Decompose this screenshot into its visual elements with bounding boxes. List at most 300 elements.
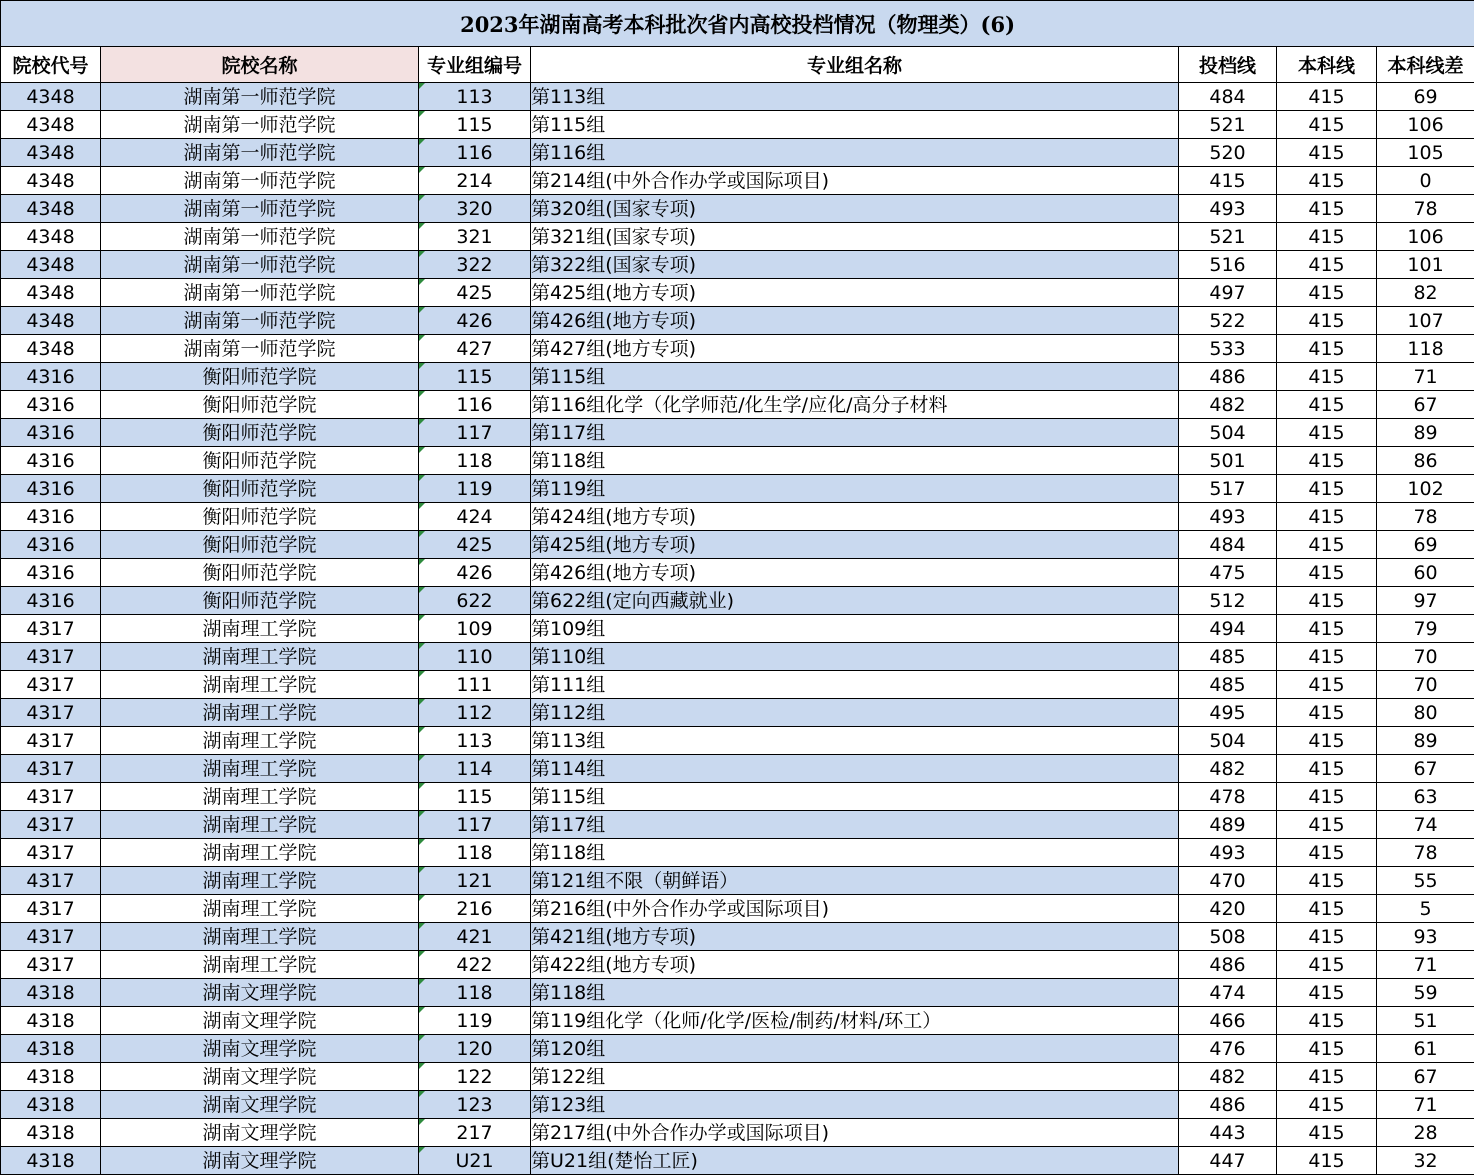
table-row xyxy=(1,475,1474,503)
group-name-cell: 第115组 xyxy=(531,111,1179,139)
line-diff-cell: 67 xyxy=(1377,391,1474,419)
school-code-cell: 4317 xyxy=(1,671,101,699)
group-name-cell: 第216组(中外合作办学或国际项目) xyxy=(531,895,1179,923)
undergrad-line-cell: 415 xyxy=(1277,279,1377,307)
undergrad-line-cell: 415 xyxy=(1277,643,1377,671)
table-row xyxy=(1,1035,1474,1063)
group-id-cell: 119 xyxy=(419,1007,531,1035)
school-code-cell: 4317 xyxy=(1,783,101,811)
table-title: 2023年湖南高考本科批次省内高校投档情况（物理类）(6) xyxy=(1,1,1474,47)
header-line-diff: 本科线差 xyxy=(1377,47,1474,83)
school-name-cell: 衡阳师范学院 xyxy=(101,531,419,559)
line-diff-cell: 78 xyxy=(1377,195,1474,223)
header-row xyxy=(1,47,1474,83)
group-name-cell: 第123组 xyxy=(531,1091,1179,1119)
school-code-cell: 4316 xyxy=(1,559,101,587)
school-name-cell: 湖南第一师范学院 xyxy=(101,83,419,111)
group-id-cell: U21 xyxy=(419,1147,531,1175)
group-name-cell: 第113组 xyxy=(531,727,1179,755)
admission-line-cell: 522 xyxy=(1179,307,1277,335)
undergrad-line-cell: 415 xyxy=(1277,335,1377,363)
header-school-code: 院校代号 xyxy=(1,47,101,83)
admission-line-cell: 466 xyxy=(1179,1007,1277,1035)
school-name-cell: 湖南理工学院 xyxy=(101,727,419,755)
admission-line-cell: 447 xyxy=(1179,1147,1277,1175)
line-diff-cell: 67 xyxy=(1377,755,1474,783)
group-id-cell: 421 xyxy=(419,923,531,951)
group-name-cell: 第116组 xyxy=(531,139,1179,167)
school-name-cell: 湖南理工学院 xyxy=(101,643,419,671)
group-id-cell: 116 xyxy=(419,391,531,419)
admission-line-cell: 520 xyxy=(1179,139,1277,167)
group-name-cell: 第427组(地方专项) xyxy=(531,335,1179,363)
group-id-cell: 622 xyxy=(419,587,531,615)
group-id-cell: 216 xyxy=(419,895,531,923)
line-diff-cell: 93 xyxy=(1377,923,1474,951)
group-name-cell: 第111组 xyxy=(531,671,1179,699)
school-code-cell: 4317 xyxy=(1,811,101,839)
group-name-cell: 第426组(地方专项) xyxy=(531,307,1179,335)
school-name-cell: 湖南第一师范学院 xyxy=(101,307,419,335)
group-name-cell: 第322组(国家专项) xyxy=(531,251,1179,279)
group-name-cell: 第119组 xyxy=(531,475,1179,503)
group-name-cell: 第622组(定向西藏就业) xyxy=(531,587,1179,615)
group-id-cell: 425 xyxy=(419,531,531,559)
school-name-cell: 衡阳师范学院 xyxy=(101,587,419,615)
school-code-cell: 4318 xyxy=(1,979,101,1007)
table-row xyxy=(1,951,1474,979)
line-diff-cell: 28 xyxy=(1377,1119,1474,1147)
table-row xyxy=(1,979,1474,1007)
line-diff-cell: 59 xyxy=(1377,979,1474,1007)
table-row xyxy=(1,279,1474,307)
school-name-cell: 湖南文理学院 xyxy=(101,1063,419,1091)
school-code-cell: 4348 xyxy=(1,167,101,195)
table-row xyxy=(1,139,1474,167)
group-id-cell: 115 xyxy=(419,783,531,811)
school-code-cell: 4316 xyxy=(1,475,101,503)
table-row xyxy=(1,503,1474,531)
table-row xyxy=(1,391,1474,419)
school-code-cell: 4318 xyxy=(1,1035,101,1063)
group-id-cell: 117 xyxy=(419,419,531,447)
group-id-cell: 120 xyxy=(419,1035,531,1063)
table-row xyxy=(1,307,1474,335)
school-name-cell: 湖南理工学院 xyxy=(101,699,419,727)
group-name-cell: 第118组 xyxy=(531,447,1179,475)
school-name-cell: 湖南理工学院 xyxy=(101,811,419,839)
admission-line-cell: 494 xyxy=(1179,615,1277,643)
group-id-cell: 113 xyxy=(419,83,531,111)
group-name-cell: 第112组 xyxy=(531,699,1179,727)
group-id-cell: 425 xyxy=(419,279,531,307)
admission-line-cell: 501 xyxy=(1179,447,1277,475)
school-name-cell: 湖南理工学院 xyxy=(101,867,419,895)
undergrad-line-cell: 415 xyxy=(1277,475,1377,503)
group-name-cell: 第113组 xyxy=(531,83,1179,111)
school-code-cell: 4318 xyxy=(1,1007,101,1035)
school-name-cell: 湖南文理学院 xyxy=(101,1119,419,1147)
admission-line-cell: 486 xyxy=(1179,1091,1277,1119)
admission-line-cell: 517 xyxy=(1179,475,1277,503)
line-diff-cell: 71 xyxy=(1377,951,1474,979)
admission-line-cell: 516 xyxy=(1179,251,1277,279)
school-code-cell: 4316 xyxy=(1,531,101,559)
school-name-cell: 湖南第一师范学院 xyxy=(101,139,419,167)
table-row xyxy=(1,923,1474,951)
school-code-cell: 4317 xyxy=(1,727,101,755)
school-code-cell: 4316 xyxy=(1,503,101,531)
line-diff-cell: 51 xyxy=(1377,1007,1474,1035)
group-id-cell: 111 xyxy=(419,671,531,699)
group-id-cell: 116 xyxy=(419,139,531,167)
school-name-cell: 湖南第一师范学院 xyxy=(101,167,419,195)
group-id-cell: 109 xyxy=(419,615,531,643)
undergrad-line-cell: 415 xyxy=(1277,1035,1377,1063)
line-diff-cell: 86 xyxy=(1377,447,1474,475)
admission-line-cell: 475 xyxy=(1179,559,1277,587)
group-id-cell: 119 xyxy=(419,475,531,503)
school-name-cell: 湖南理工学院 xyxy=(101,923,419,951)
admission-line-cell: 485 xyxy=(1179,671,1277,699)
school-name-cell: 湖南文理学院 xyxy=(101,979,419,1007)
line-diff-cell: 89 xyxy=(1377,419,1474,447)
table-row xyxy=(1,895,1474,923)
group-name-cell: 第217组(中外合作办学或国际项目) xyxy=(531,1119,1179,1147)
table-row xyxy=(1,559,1474,587)
school-code-cell: 4318 xyxy=(1,1119,101,1147)
school-name-cell: 湖南第一师范学院 xyxy=(101,195,419,223)
group-name-cell: 第118组 xyxy=(531,839,1179,867)
group-id-cell: 110 xyxy=(419,643,531,671)
header-group-id: 专业组编号 xyxy=(419,47,531,83)
undergrad-line-cell: 415 xyxy=(1277,83,1377,111)
undergrad-line-cell: 415 xyxy=(1277,1063,1377,1091)
group-name-cell: 第320组(国家专项) xyxy=(531,195,1179,223)
table-row xyxy=(1,755,1474,783)
school-name-cell: 衡阳师范学院 xyxy=(101,503,419,531)
admission-line-cell: 489 xyxy=(1179,811,1277,839)
line-diff-cell: 71 xyxy=(1377,363,1474,391)
school-code-cell: 4348 xyxy=(1,111,101,139)
school-code-cell: 4348 xyxy=(1,223,101,251)
line-diff-cell: 70 xyxy=(1377,671,1474,699)
admission-line-cell: 495 xyxy=(1179,699,1277,727)
line-diff-cell: 69 xyxy=(1377,531,1474,559)
table-row xyxy=(1,363,1474,391)
school-name-cell: 湖南理工学院 xyxy=(101,951,419,979)
group-name-cell: 第120组 xyxy=(531,1035,1179,1063)
header-undergrad-line: 本科线 xyxy=(1277,47,1377,83)
school-name-cell: 衡阳师范学院 xyxy=(101,419,419,447)
school-code-cell: 4348 xyxy=(1,335,101,363)
group-name-cell: 第115组 xyxy=(531,363,1179,391)
table-row xyxy=(1,587,1474,615)
school-name-cell: 湖南第一师范学院 xyxy=(101,251,419,279)
group-name-cell: 第122组 xyxy=(531,1063,1179,1091)
group-id-cell: 118 xyxy=(419,979,531,1007)
header-group-name: 专业组名称 xyxy=(531,47,1179,83)
table-row xyxy=(1,195,1474,223)
line-diff-cell: 97 xyxy=(1377,587,1474,615)
undergrad-line-cell: 415 xyxy=(1277,1119,1377,1147)
table-row xyxy=(1,335,1474,363)
school-name-cell: 衡阳师范学院 xyxy=(101,475,419,503)
admission-line-cell: 474 xyxy=(1179,979,1277,1007)
group-id-cell: 112 xyxy=(419,699,531,727)
school-code-cell: 4316 xyxy=(1,419,101,447)
undergrad-line-cell: 415 xyxy=(1277,251,1377,279)
school-code-cell: 4316 xyxy=(1,447,101,475)
school-code-cell: 4317 xyxy=(1,895,101,923)
line-diff-cell: 80 xyxy=(1377,699,1474,727)
line-diff-cell: 5 xyxy=(1377,895,1474,923)
group-id-cell: 320 xyxy=(419,195,531,223)
undergrad-line-cell: 415 xyxy=(1277,559,1377,587)
group-id-cell: 217 xyxy=(419,1119,531,1147)
undergrad-line-cell: 415 xyxy=(1277,223,1377,251)
line-diff-cell: 61 xyxy=(1377,1035,1474,1063)
table-row xyxy=(1,223,1474,251)
line-diff-cell: 106 xyxy=(1377,111,1474,139)
undergrad-line-cell: 415 xyxy=(1277,419,1377,447)
school-code-cell: 4317 xyxy=(1,699,101,727)
table-row xyxy=(1,671,1474,699)
group-name-cell: 第115组 xyxy=(531,783,1179,811)
admission-line-cell: 504 xyxy=(1179,419,1277,447)
undergrad-line-cell: 415 xyxy=(1277,671,1377,699)
table-row xyxy=(1,1007,1474,1035)
admission-line-cell: 482 xyxy=(1179,391,1277,419)
group-name-cell: 第421组(地方专项) xyxy=(531,923,1179,951)
school-name-cell: 湖南理工学院 xyxy=(101,755,419,783)
table-row xyxy=(1,699,1474,727)
line-diff-cell: 74 xyxy=(1377,811,1474,839)
school-name-cell: 湖南理工学院 xyxy=(101,895,419,923)
group-id-cell: 426 xyxy=(419,307,531,335)
line-diff-cell: 105 xyxy=(1377,139,1474,167)
line-diff-cell: 78 xyxy=(1377,839,1474,867)
undergrad-line-cell: 415 xyxy=(1277,1007,1377,1035)
table-row xyxy=(1,419,1474,447)
school-name-cell: 衡阳师范学院 xyxy=(101,391,419,419)
admission-line-cell: 493 xyxy=(1179,195,1277,223)
table-row xyxy=(1,531,1474,559)
group-id-cell: 321 xyxy=(419,223,531,251)
table-row xyxy=(1,783,1474,811)
undergrad-line-cell: 415 xyxy=(1277,363,1377,391)
group-id-cell: 115 xyxy=(419,363,531,391)
undergrad-line-cell: 415 xyxy=(1277,867,1377,895)
admission-line-cell: 512 xyxy=(1179,587,1277,615)
table-row xyxy=(1,615,1474,643)
school-code-cell: 4348 xyxy=(1,307,101,335)
school-name-cell: 衡阳师范学院 xyxy=(101,447,419,475)
undergrad-line-cell: 415 xyxy=(1277,447,1377,475)
school-code-cell: 4316 xyxy=(1,363,101,391)
school-name-cell: 湖南理工学院 xyxy=(101,839,419,867)
school-code-cell: 4316 xyxy=(1,391,101,419)
admission-line-cell: 497 xyxy=(1179,279,1277,307)
group-id-cell: 214 xyxy=(419,167,531,195)
table-row xyxy=(1,1063,1474,1091)
header-school-name: 院校名称 xyxy=(101,47,419,83)
table-row xyxy=(1,1119,1474,1147)
group-name-cell: 第110组 xyxy=(531,643,1179,671)
group-id-cell: 322 xyxy=(419,251,531,279)
line-diff-cell: 79 xyxy=(1377,615,1474,643)
school-code-cell: 4317 xyxy=(1,867,101,895)
line-diff-cell: 118 xyxy=(1377,335,1474,363)
table-row xyxy=(1,727,1474,755)
admission-line-cell: 470 xyxy=(1179,867,1277,895)
school-code-cell: 4348 xyxy=(1,83,101,111)
admission-line-cell: 521 xyxy=(1179,111,1277,139)
line-diff-cell: 69 xyxy=(1377,83,1474,111)
line-diff-cell: 63 xyxy=(1377,783,1474,811)
group-name-cell: 第422组(地方专项) xyxy=(531,951,1179,979)
title-row xyxy=(1,1,1474,47)
line-diff-cell: 0 xyxy=(1377,167,1474,195)
undergrad-line-cell: 415 xyxy=(1277,391,1377,419)
admission-line-cell: 484 xyxy=(1179,83,1277,111)
school-name-cell: 湖南文理学院 xyxy=(101,1147,419,1175)
school-name-cell: 湖南第一师范学院 xyxy=(101,223,419,251)
school-name-cell: 衡阳师范学院 xyxy=(101,559,419,587)
group-id-cell: 427 xyxy=(419,335,531,363)
undergrad-line-cell: 415 xyxy=(1277,531,1377,559)
school-name-cell: 湖南理工学院 xyxy=(101,671,419,699)
school-name-cell: 湖南理工学院 xyxy=(101,615,419,643)
undergrad-line-cell: 415 xyxy=(1277,1147,1377,1175)
group-id-cell: 122 xyxy=(419,1063,531,1091)
school-code-cell: 4317 xyxy=(1,951,101,979)
table-row xyxy=(1,111,1474,139)
school-name-cell: 湖南第一师范学院 xyxy=(101,279,419,307)
school-code-cell: 4318 xyxy=(1,1091,101,1119)
school-name-cell: 湖南文理学院 xyxy=(101,1035,419,1063)
table-row xyxy=(1,643,1474,671)
group-name-cell: 第117组 xyxy=(531,419,1179,447)
table-row xyxy=(1,867,1474,895)
school-code-cell: 4316 xyxy=(1,587,101,615)
group-name-cell: 第321组(国家专项) xyxy=(531,223,1179,251)
undergrad-line-cell: 415 xyxy=(1277,811,1377,839)
admission-line-cell: 482 xyxy=(1179,1063,1277,1091)
group-id-cell: 115 xyxy=(419,111,531,139)
undergrad-line-cell: 415 xyxy=(1277,139,1377,167)
table-row xyxy=(1,839,1474,867)
school-name-cell: 湖南文理学院 xyxy=(101,1007,419,1035)
school-name-cell: 湖南理工学院 xyxy=(101,783,419,811)
school-code-cell: 4317 xyxy=(1,615,101,643)
undergrad-line-cell: 415 xyxy=(1277,111,1377,139)
group-id-cell: 422 xyxy=(419,951,531,979)
school-code-cell: 4348 xyxy=(1,279,101,307)
table-row xyxy=(1,811,1474,839)
group-name-cell: 第214组(中外合作办学或国际项目) xyxy=(531,167,1179,195)
line-diff-cell: 101 xyxy=(1377,251,1474,279)
admission-line-cell: 478 xyxy=(1179,783,1277,811)
admission-line-cell: 443 xyxy=(1179,1119,1277,1147)
undergrad-line-cell: 415 xyxy=(1277,195,1377,223)
group-name-cell: 第426组(地方专项) xyxy=(531,559,1179,587)
group-id-cell: 426 xyxy=(419,559,531,587)
admission-line-cell: 482 xyxy=(1179,755,1277,783)
table-body xyxy=(1,83,1474,1175)
school-code-cell: 4348 xyxy=(1,139,101,167)
admission-line-cell: 493 xyxy=(1179,839,1277,867)
admission-line-cell: 484 xyxy=(1179,531,1277,559)
school-name-cell: 衡阳师范学院 xyxy=(101,363,419,391)
group-id-cell: 121 xyxy=(419,867,531,895)
group-name-cell: 第425组(地方专项) xyxy=(531,279,1179,307)
line-diff-cell: 82 xyxy=(1377,279,1474,307)
undergrad-line-cell: 415 xyxy=(1277,727,1377,755)
undergrad-line-cell: 415 xyxy=(1277,167,1377,195)
group-name-cell: 第109组 xyxy=(531,615,1179,643)
admission-line-cell: 476 xyxy=(1179,1035,1277,1063)
undergrad-line-cell: 415 xyxy=(1277,587,1377,615)
line-diff-cell: 55 xyxy=(1377,867,1474,895)
line-diff-cell: 32 xyxy=(1377,1147,1474,1175)
group-id-cell: 123 xyxy=(419,1091,531,1119)
line-diff-cell: 89 xyxy=(1377,727,1474,755)
group-id-cell: 113 xyxy=(419,727,531,755)
undergrad-line-cell: 415 xyxy=(1277,895,1377,923)
school-code-cell: 4348 xyxy=(1,251,101,279)
school-name-cell: 湖南第一师范学院 xyxy=(101,335,419,363)
group-name-cell: 第118组 xyxy=(531,979,1179,1007)
admission-line-cell: 521 xyxy=(1179,223,1277,251)
undergrad-line-cell: 415 xyxy=(1277,503,1377,531)
admission-line-cell: 504 xyxy=(1179,727,1277,755)
undergrad-line-cell: 415 xyxy=(1277,615,1377,643)
group-name-cell: 第425组(地方专项) xyxy=(531,531,1179,559)
group-id-cell: 118 xyxy=(419,447,531,475)
undergrad-line-cell: 415 xyxy=(1277,951,1377,979)
school-name-cell: 湖南第一师范学院 xyxy=(101,111,419,139)
table-row xyxy=(1,251,1474,279)
table-row xyxy=(1,83,1474,111)
group-name-cell: 第424组(地方专项) xyxy=(531,503,1179,531)
line-diff-cell: 78 xyxy=(1377,503,1474,531)
line-diff-cell: 67 xyxy=(1377,1063,1474,1091)
school-code-cell: 4317 xyxy=(1,839,101,867)
line-diff-cell: 60 xyxy=(1377,559,1474,587)
admission-line-cell: 493 xyxy=(1179,503,1277,531)
group-name-cell: 第114组 xyxy=(531,755,1179,783)
admission-line-cell: 486 xyxy=(1179,363,1277,391)
undergrad-line-cell: 415 xyxy=(1277,923,1377,951)
group-name-cell: 第U21组(楚怡工匠) xyxy=(531,1147,1179,1175)
header-admission-line: 投档线 xyxy=(1179,47,1277,83)
table-row xyxy=(1,1147,1474,1175)
group-id-cell: 114 xyxy=(419,755,531,783)
group-name-cell: 第117组 xyxy=(531,811,1179,839)
undergrad-line-cell: 415 xyxy=(1277,1091,1377,1119)
undergrad-line-cell: 415 xyxy=(1277,755,1377,783)
table-row xyxy=(1,447,1474,475)
school-code-cell: 4317 xyxy=(1,923,101,951)
line-diff-cell: 102 xyxy=(1377,475,1474,503)
school-code-cell: 4318 xyxy=(1,1063,101,1091)
line-diff-cell: 107 xyxy=(1377,307,1474,335)
group-name-cell: 第116组化学（化学师范/化生学/应化/高分子材料 xyxy=(531,391,1179,419)
table-row xyxy=(1,1091,1474,1119)
undergrad-line-cell: 415 xyxy=(1277,979,1377,1007)
admission-line-cell: 415 xyxy=(1179,167,1277,195)
